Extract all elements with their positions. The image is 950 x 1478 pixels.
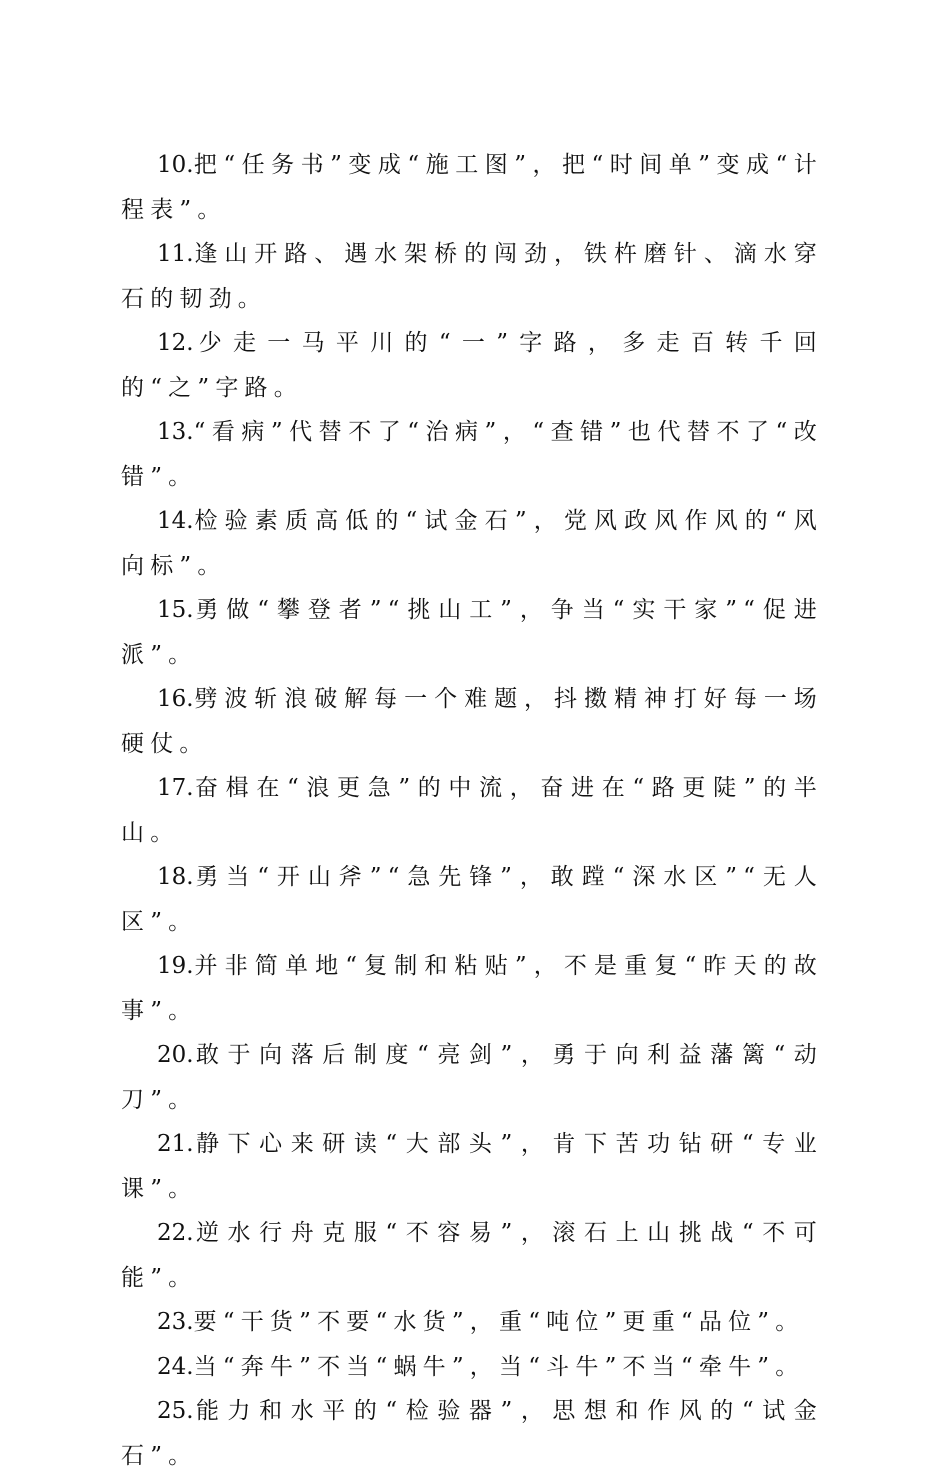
item-number: 10. xyxy=(157,152,194,178)
item-text: 奋楫在“浪更急”的中流，奋进在“路更陡”的半山。 xyxy=(121,775,823,846)
list-item-13 xyxy=(121,410,823,499)
item-number: 18. xyxy=(157,864,194,890)
item-text: 静下心来研读“大部头”，肯下苦功钻研“专业课”。 xyxy=(121,1131,823,1202)
item-text: 并非简单地“复制和粘贴”，不是重复“昨天的故事”。 xyxy=(121,953,823,1024)
list-item-19 xyxy=(121,944,823,1033)
list-item-20 xyxy=(121,1033,823,1122)
list-item-12 xyxy=(121,321,823,410)
item-text: 勇做“攀登者”“挑山工”，争当“实干家”“促进派”。 xyxy=(121,597,823,668)
item-number: 24. xyxy=(157,1353,194,1380)
list-item-23 xyxy=(121,1300,823,1345)
list-item-14 xyxy=(121,499,823,588)
item-number: 23. xyxy=(157,1309,194,1335)
item-text: “看病”代替不了“治病”，“查错”也代替不了“改错”。 xyxy=(121,419,823,490)
item-number: 17. xyxy=(157,775,194,801)
item-text: 检验素质高低的“试金石”，党风政风作风的“风向标”。 xyxy=(121,508,823,579)
list-item-16 xyxy=(121,677,823,766)
item-text: 当“奔牛”不当“蜗牛”，当“斗牛”不当“牵牛”。 xyxy=(193,1353,805,1380)
item-text: 劈波斩浪破解每一个难题，抖擞精神打好每一场硬仗。 xyxy=(121,686,823,757)
item-number: 20. xyxy=(157,1042,194,1068)
item-text: 少走一马平川的“一”字路，多走百转千回的“之”字路。 xyxy=(121,330,823,401)
list-item-21 xyxy=(121,1122,823,1211)
item-text: 敢于向落后制度“亮剑”，勇于向利益藩篱“动刀”。 xyxy=(121,1042,823,1113)
item-text: 逢山开路、遇水架桥的闯劲，铁杵磨针、滴水穿石的韧劲。 xyxy=(121,241,823,312)
item-text: 要“干货”不要“水货”，重“吨位”更重“品位”。 xyxy=(193,1309,805,1335)
item-number: 25. xyxy=(157,1398,194,1424)
item-number: 16. xyxy=(157,686,194,712)
item-text: 能力和水平的“检验器”，思想和作风的“试金石”。 xyxy=(121,1398,823,1469)
list-item-15 xyxy=(121,588,823,677)
item-number: 13. xyxy=(157,419,194,445)
item-number: 21. xyxy=(157,1131,194,1157)
item-text: 把“任务书”变成“施工图”，把“时间单”变成“计程表”。 xyxy=(121,152,823,223)
list-item-22 xyxy=(121,1211,823,1300)
list-item-17 xyxy=(121,766,823,855)
list-item-24 xyxy=(121,1345,823,1390)
list-item-11 xyxy=(121,232,823,321)
slogan-list xyxy=(121,143,823,1478)
item-number: 19. xyxy=(157,953,194,979)
item-number: 22. xyxy=(157,1220,194,1246)
list-item-25 xyxy=(121,1389,823,1478)
item-number: 11. xyxy=(157,241,194,267)
item-number: 14. xyxy=(157,508,194,534)
item-text: 逆水行舟克服“不容易”，滚石上山挑战“不可能”。 xyxy=(121,1220,823,1291)
item-number: 15. xyxy=(157,597,194,623)
list-item-18 xyxy=(121,855,823,944)
list-item-10 xyxy=(121,143,823,232)
item-text: 勇当“开山斧”“急先锋”，敢蹚“深水区”“无人区”。 xyxy=(121,864,823,935)
item-number: 12. xyxy=(157,330,194,356)
